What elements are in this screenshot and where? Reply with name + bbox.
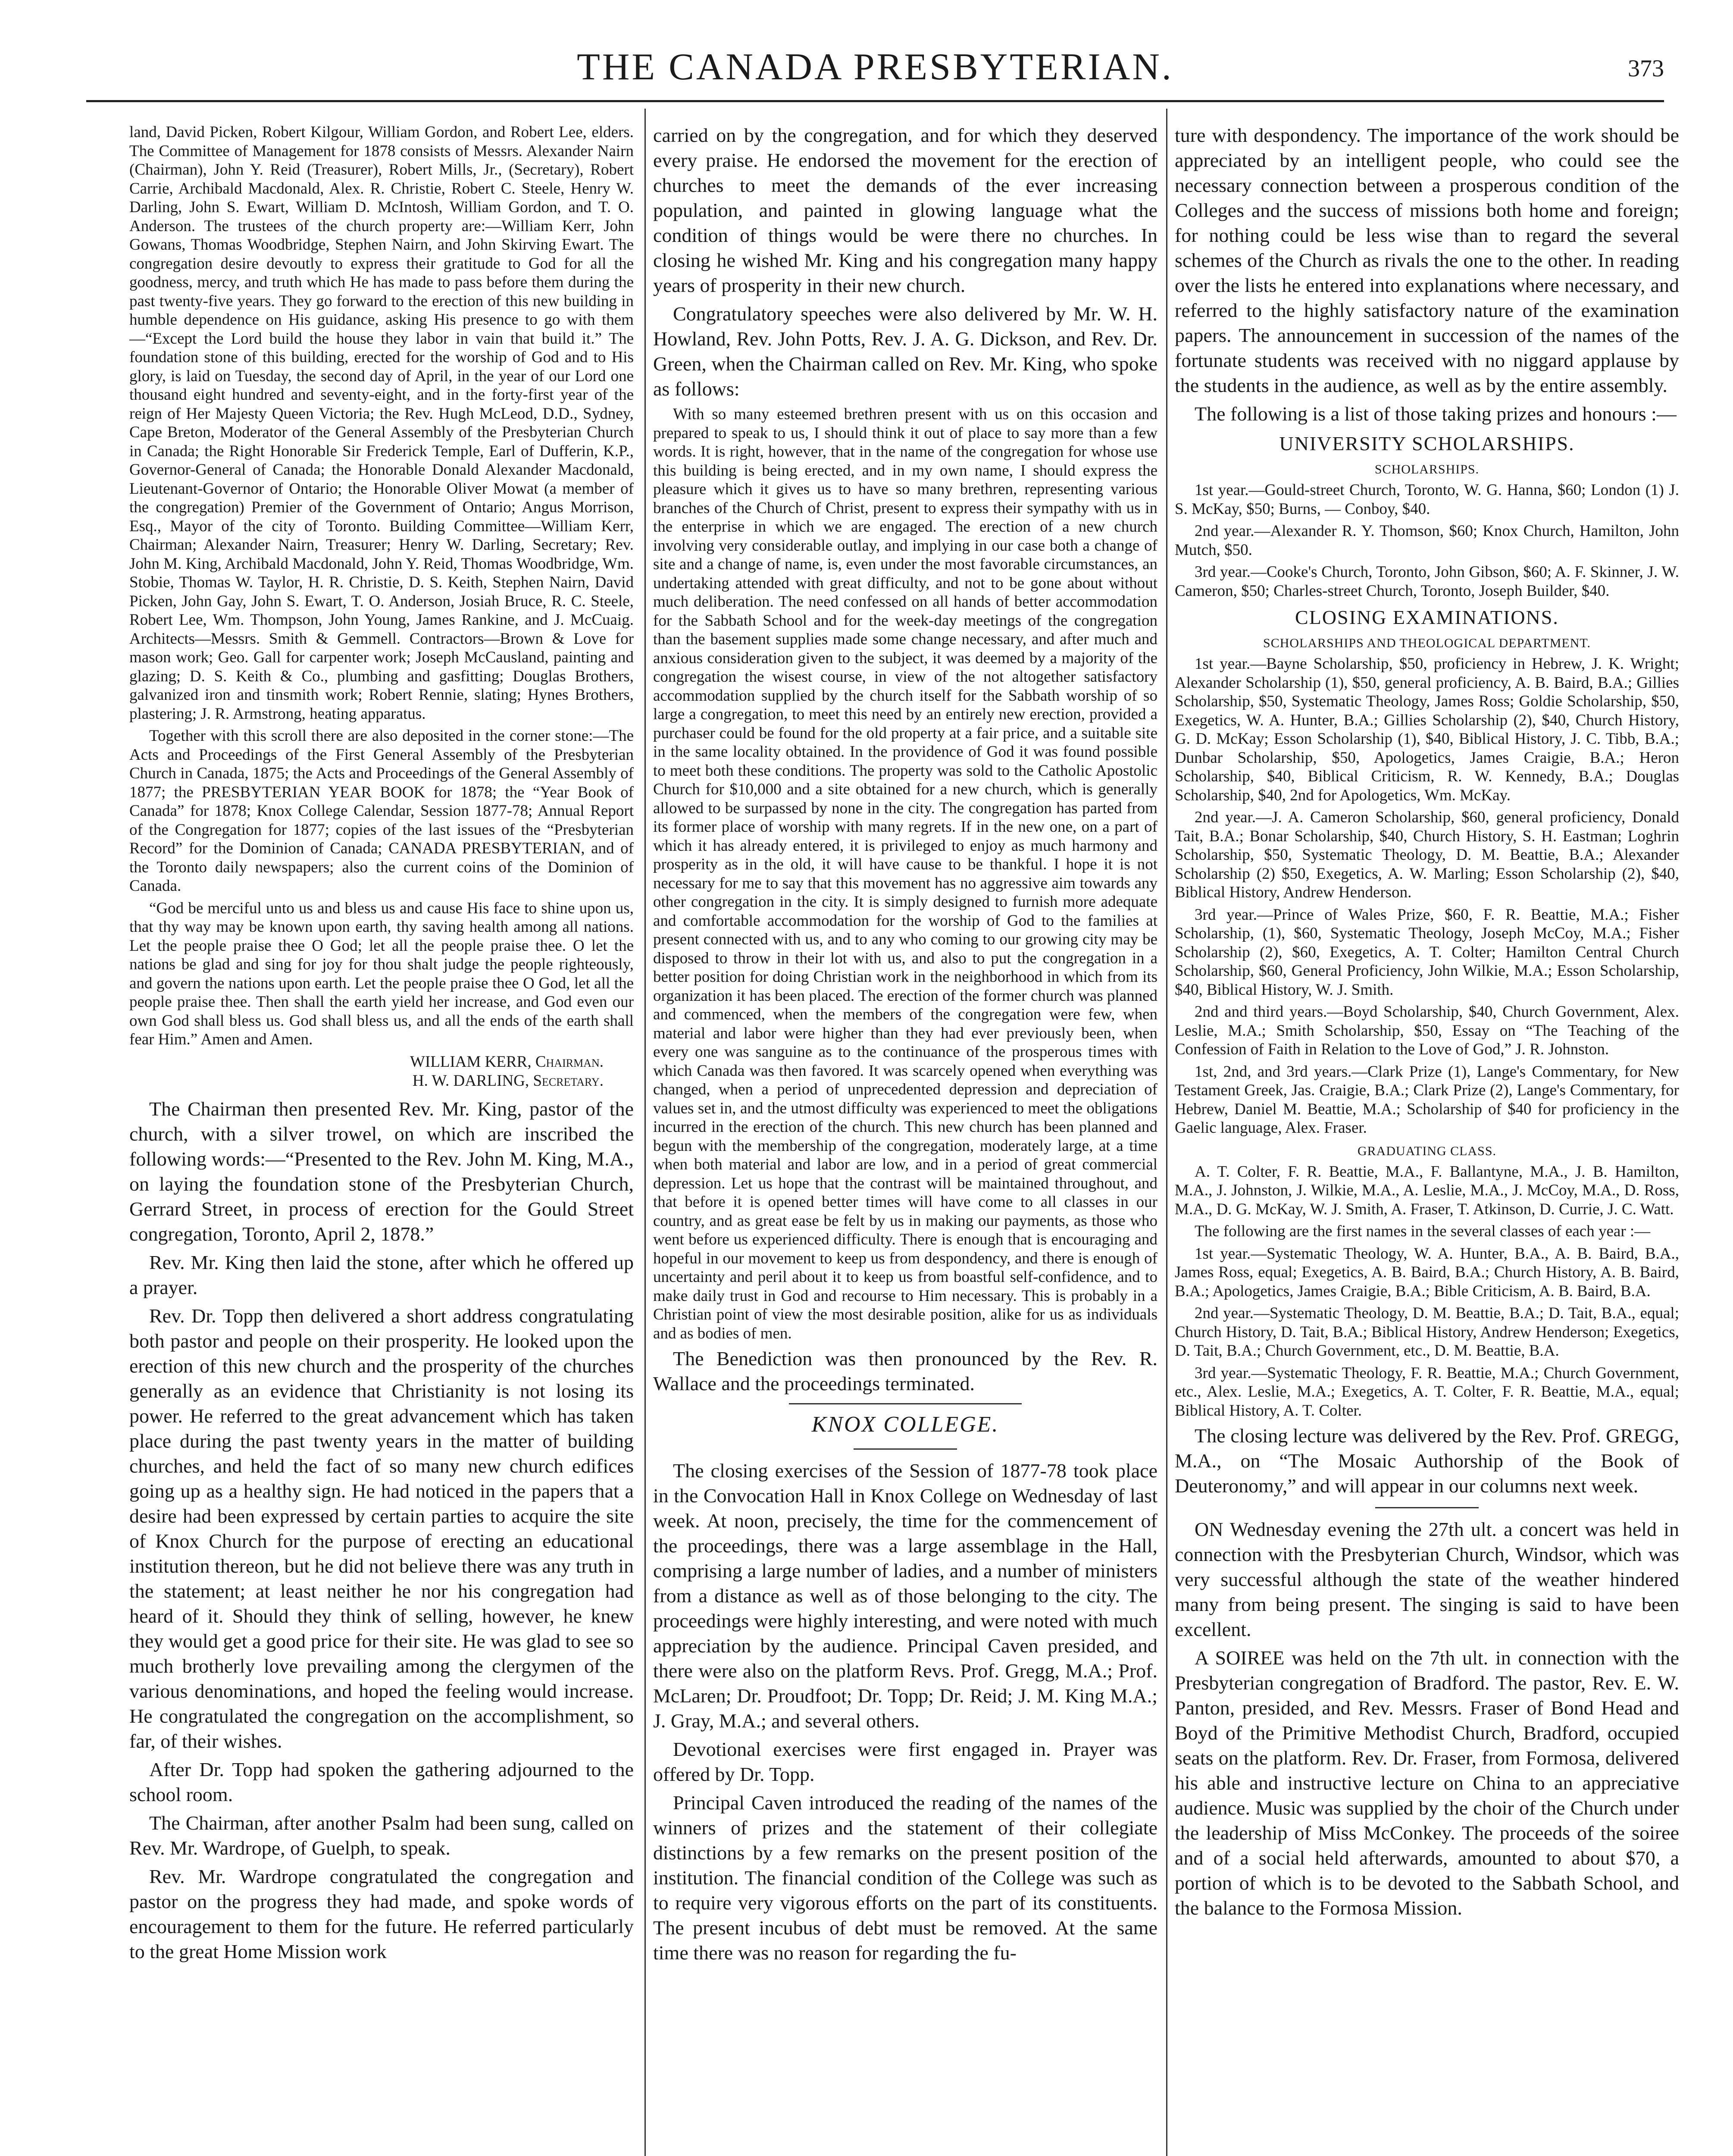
classes-second-year: 2nd year.—Systematic Theology, D. M. Beattie, B.A.; D. Tait, B.A., equal; Church History, D. Tait, B.A.; Biblical History, Andrew Henderson; Exegetics, D. Tait, B.A.; Church Government, etc., D. M. Beattie, B.A. — [1175, 1304, 1679, 1360]
scholarships-subheading: SCHOLARSHIPS. — [1374, 462, 1480, 476]
theology-second-third-years: 2nd and third years.—Boyd Scholarship, $40, Church Government, Alex. Leslie, M.A.; Smith Scholarship, $50, Essay on “The Teaching of the Confession of Faith in Relation to the Love of God,” J. R. Johnston. — [1175, 1003, 1679, 1058]
graduating-class-heading: GRADUATING CLASS. — [1357, 1144, 1497, 1158]
theology-first-year: 1st year.—Bayne Scholarship, $50, proficiency in Hebrew, J. K. Wright; Alexander Scholarship (1), $50, general proficiency, A. B. Baird, B.A.; Gillies Scholarship, $50, Systematic Theology, James Ross; Goldie Scholarship, $50, Exegetics, W. A. Hunter, B.A.; Gillies Scholarship (2), $40, Church History, G. D. McKay; Esson Scholarship (1), $40, Biblical History, J. C. Tibb, B.A.; Dunbar Scholarship, $50, Apologetics, James Craigie, B.A.; Heron Scholarship, $40, Biblical Criticism, R. W. Kennedy, B.A.; Douglas Scholarship, $40, 2nd for Apologetics, Wm. McKay. — [1175, 655, 1679, 804]
closing-lecture-paragraph: The closing lecture was delivered by the Rev. Prof. GREGG, M.A., on “The Mosaic Authorship of the Book of Deuteronomy,” and will appear in our columns next week. — [1175, 1425, 1679, 1497]
theology-all-years: 1st, 2nd, and 3rd years.—Clark Prize (1), Lange's Commentary, for New Testament Greek, Jas. Craigie, B.A.; Clark Prize (2), Lange's Commentary, for Hebrew, Daniel M. Beattie, M.A.; Scholarship of $40 for proficiency in the Gaelic language, Alex. Fraser. — [1175, 1062, 1679, 1137]
graduating-class-names: A. T. Colter, F. R. Beattie, M.A., F. Ballantyne, M.A., J. B. Hamilton, M.A., J. Johnston, J. Wilkie, M.A., A. Leslie, M.A., J. McCoy, M.A., D. Ross, M.A., D. G. McKay, W. J. Smith, A. Fraser, T. Atkinson, D. Currie, J. C. Watt. — [1175, 1163, 1679, 1218]
wardrope-speech-paragraph: Rev. Mr. Wardrope congratulated the congregation and pastor on the progress they had made, and spoke words of encouragement to them for the future. He referred particularly to the great Home Mission work — [129, 1865, 634, 1962]
psalm-quotation: “God be merciful unto us and bless us and cause His face to shine upon us, that thy way may be known upon earth, thy saving health among all nations. Let the people praise thee O God; let all the people praise thee. O let the nations be glad and sing for joy for thou shalt judge the people righteously, and govern the nations upon earth. Let the people praise thee O God, let all the people praise thee. Then shall the earth yield her increase, and God even our own God shall bless us. God shall bless us, and all the ends of the earth shall fear Him.” Amen and Amen. — [129, 899, 634, 1048]
theology-second-year: 2nd year.—J. A. Cameron Scholarship, $60, general proficiency, Donald Tait, B.A.; Bonar Scholarship, $40, Church History, S. H. Eastman; Loghrin Scholarship, $50, Systematic Theology, D. M. Beattie, B.A.; Alexander Scholarship (2) $50, Exegetics, A. W. Marling; Esson Scholarship (2), $40, Biblical History, Andrew Henderson. — [1175, 808, 1679, 901]
benediction-paragraph: The Benediction was then pronounced by the Rev. R. Wallace and the proceedings terminated. — [653, 1348, 1157, 1395]
first-names-intro: The following are the first names in the several classes of each year :— — [1195, 1222, 1651, 1240]
cornerstone-scroll-text: land, David Picken, Robert Kilgour, William Gordon, and Robert Lee, elders. The Committee of Management for 1878 consists of Messrs. Alexander Nairn (Chairman), John Y. Reid (Treasurer), Robert Mills, Jr., (Secretary), Robert Carrie, Archibald Macdonald, Alex. R. Christie, Robert C. Steele, Henry W. Darling, John S. Ewart, William D. McIntosh, William Gordon, and T. O. Anderson. The trustees of the church property are:—William Kerr, John Gowans, Thomas Woodbridge, Stephen Nairn, and John Skirving Ewart. The congregation desire devoutly to express their gratitude to God for all the goodness, mercy, and truth which He has made to pass before them during the past twenty-five years. They go forward to the erection of this new building in humble dependence on His guidance, asking His presence to go with them—“Except the Lord build the house they labor in vain that build it.” The foundation stone of this building, erected for the worship of God and to His glory, is laid on Tuesday, the second day of April, in the year of our Lord one thousand eight hundred and seventy-eight, and in the forty-first year of the reign of Her Majesty Queen Victoria; the Rev. Hugh McLeod, D.D., Sydney, Cape Breton, Moderator of the General Assembly of the Presbyterian Church in Canada; the Right Honorable Sir Frederick Temple, Earl of Dufferin, K.P., Governor-General of Canada; the Honorable Donald Alexander Macdonald, Lieutenant-Governor of Ontario; the Honorable Oliver Mowat (a member of the congregation) Premier of the Government of Ontario; Angus Morrison, Esq., Mayor of the city of Toronto. Building Committee—William Kerr, Chairman; Alexander Nairn, Treasurer; Henry W. Darling, Secretary; Rev. John M. King, Archibald Macdonald, John Y. Reid, Thomas Woodbridge, Wm. Stobie, Thomas W. Taylor, H. R. Christie, D. S. Keith, Stephen Nairn, David Picken, John Gay, John S. Ewart, T. O. Anderson, Josiah Bruce, R. C. Steele, Robert Lee, Wm. Thompson, John Young, James Rankine, and J. McCuaig. Architects—Messrs. Smith & Gemmell. Contractors—Brown & Love for mason work; Geo. Gall for carpenter work; Joseph McCausland, painting and glazing; D. S. Keith & Co., plumbing and gasfitting; Douglas Brothers, galvanized iron and tinsmith work; Robert Rennie, slating; Hynes Brothers, plastering; J. R. Armstrong, heating apparatus. — [129, 123, 634, 723]
column-1 — [129, 123, 634, 2156]
trowel-presentation-paragraph: The Chairman then presented Rev. Mr. King, pastor of the church, with a silver trowel, on which are inscribed the following words:—“Presented to the Rev. John M. King, M.A., on laying the foundation stone of the Presbyterian Church, Gerrard Street, in process of erection for the Gould Street congregation, Toronto, April 2, 1878.” — [129, 1097, 634, 1245]
column-divider-right — [1166, 109, 1167, 2156]
university-second-year: 2nd year.—Alexander R. Y. Thomson, $60; Knox Church, Hamilton, John Mutch, $50. — [1175, 522, 1679, 559]
university-first-year: 1st year.—Gould-street Church, Toronto, W. G. Hanna, $60; London (1) J. S. McKay, $50; Burns, — Conboy, $40. — [1175, 481, 1679, 518]
closing-exercises-paragraph: The closing exercises of the Session of 1877-78 took place in the Convocation Hall in Knox College on Wednesday of last week. At noon, precisely, the time for the commencement of the proceedings, there was a large assemblage in the Hall, comprising a large number of ladies, and a number of ministers from a distance as well as of those belonging to the city. The proceedings were highly interesting, and were noted with much appreciation by the audience. Principal Caven presided, and there were also on the platform Revs. Prof. Gregg, M.A.; Prof. McLaren; Dr. Proudfoot; Dr. Topp; Dr. Reid; J. M. King M.A.; J. Gray, M.A.; and several others. — [653, 1460, 1157, 1732]
congratulatory-speeches-paragraph: Congratulatory speeches were also delivered by Mr. W. H. Howland, Rev. John Potts, Rev. J. A. G. Dickson, and Rev. Dr. Green, when the Chairman called on Rev. Mr. King, who spoke as follows: — [653, 303, 1157, 400]
news-divider — [1375, 1507, 1479, 1508]
masthead-rule — [86, 100, 1664, 102]
theology-third-year: 3rd year.—Prince of Wales Prize, $60, F. R. Beattie, M.A.; Fisher Scholarship, (1), $60, Systematic Theology, Joseph McCoy, M.A.; Fisher Scholarship (2), $60, Exegetics, A. T. Colter; Hamilton Central Church Scholarship, $60, General Proficiency, John Wilkie, M.A.; Esson Scholarship, $40, Biblical History, W. J. Smith. — [1175, 906, 1679, 999]
newspaper-title: THE CANADA PRESBYTERIAN. — [577, 46, 1173, 88]
windsor-concert-paragraph: ON Wednesday evening the 27th ult. a concert was held in connection with the Presbyterian Church, Windsor, which was very successful although the state of the weather hindered many from being present. The singing is said to have been excellent. — [1175, 1518, 1679, 1640]
principal-caven-paragraph: Principal Caven introduced the reading of the names of the winners of prizes and the statement of their collegiate distinctions by a few remarks on the present position of the institution. The financial condition of the College was such as to require very vigorous efforts on the part of its constituents. The present incubus of debt must be removed. At the same time there was no reason for regarding the fu- — [653, 1792, 1157, 1964]
page-number: 373 — [1628, 55, 1664, 82]
closing-examinations-heading: CLOSING EXAMINATIONS. — [1295, 606, 1559, 628]
heading-underline — [854, 1448, 957, 1450]
university-third-year: 3rd year.—Cooke's Church, Toronto, John Gibson, $60; A. F. Skinner, J. W. Cameron, $50; Charles-street Church, Toronto, Joseph Builder, $40. — [1175, 563, 1679, 600]
theological-department-subheading: SCHOLARSHIPS AND THEOLOGICAL DEPARTMENT. — [1263, 636, 1591, 650]
deposited-items-text: Together with this scroll there are also deposited in the corner stone:—The Acts and Proceedings of the First General Assembly of the Presbyterian Church in Canada, 1875; the Acts and Proceedings of the General Assembly of 1877; the PRESBYTERIAN YEAR BOOK for 1878; the “Year Book of Canada” for 1878; Knox College Calendar, Session 1877-78; Annual Report of the Congregation for 1877; copies of the last issues of the “Presbyterian Record” for the Dominion of Canada; CANADA PRESBYTERIAN, and of the Toronto daily newspapers; also the current coins of the Dominion of Canada. — [129, 727, 634, 895]
column-2 — [653, 123, 1157, 2156]
prizes-intro: The following is a list of those taking prizes and honours :— — [1195, 403, 1677, 425]
bradford-soiree-paragraph: A SOIREE was held on the 7th ult. in connection with the Presbyterian congregation of Bradford. The pastor, Rev. E. W. Panton, presided, and Rev. Messrs. Fraser of Bond Head and Boyd of the Primitive Methodist Church, Bradford, occupied seats on the platform. Rev. Dr. Fraser, from Formosa, delivered his able and instructive lecture on China to an appreciative audience. Music was supplied by the choir of the Church under the leadership of Miss McConkey. The proceeds of the soiree and of a social held afterwards, amounted to about $70, a portion of which is to be devoted to the Sabbath School, and the balance to the Formosa Mission. — [1175, 1647, 1679, 1919]
home-mission-continuation: carried on by the congregation, and for which they deserved every praise. He endorsed the movement for the erection of churches to meet the demands of the ever increasing population, and painted in glowing language what the condition of things would be were there no churches. In closing he wished Mr. King and his congregation many happy years of prosperity in their new church. — [653, 124, 1157, 296]
wardrope-called-paragraph: The Chairman, after another Psalm had been sung, called on Rev. Mr. Wardrope, of Guelph, to speak. — [129, 1811, 634, 1859]
devotional-exercises-paragraph: Devotional exercises were first engaged in. Prayer was offered by Dr. Topp. — [653, 1738, 1157, 1785]
stone-laid-paragraph: Rev. Mr. King then laid the stone, after which he offered up a prayer. — [129, 1251, 634, 1298]
signature-secretary: H. W. DARLING, Secretary. — [412, 1072, 604, 1090]
signatures — [129, 1053, 634, 1091]
column-3 — [1175, 123, 1679, 2156]
adjourned-paragraph: After Dr. Topp had spoken the gathering adjourned to the school room. — [129, 1758, 634, 1805]
masthead — [86, 41, 1664, 93]
knox-college-heading: KNOX COLLEGE. — [811, 1412, 999, 1437]
column-divider-left — [644, 109, 646, 2156]
university-scholarships-heading: UNIVERSITY SCHOLARSHIPS. — [1279, 432, 1575, 454]
king-speech-text: With so many esteemed brethren present with us on this occasion and prepared to speak to us, I should think it out of place to say more than a few words. It is right, however, that in the name of the congregation for whose use this building is being erected, and in my own name, I should express the pleasure which it gives us to have so many brethren, representing various branches of the Church of Christ, present to express their sympathy with us in the enterprise in which we are engaged. The erection of a new church involving very considerable outlay, and implying in our case both a change of site and a change of name, is, even under the most favorable circumstances, an undertaking attended with great difficulty, and not to be gone about without much deliberation. The need confessed on all hands of better accommodation for the Sabbath School and for the week-day meetings of the congregation than the basement supplies made some change necessary, and after much and anxious consideration given to the subject, it was deemed by a majority of the congregation the wisest course, in view of the not altogether satisfactory accommodation supplied by the church itself for the Sabbath worship of so large a congregation, to meet this need by an entirely new erection, provided a purchaser could be found for the old property at a fair price, and a suitable site in the same locality obtained. In the providence of God it was found possible to meet both these conditions. The property was sold to the Catholic Apostolic Church for $10,000 and a site obtained for a new church, which is generally allowed to be surpassed by none in the city. The congregation has parted from its former place of worship with many regrets. If in the new one, on a part of which it has already entered, it is privileged to enjoy as much harmony and prosperity as in the old, it will have cause to be thankful. I hope it is not necessary for me to say that this movement has no aggressive aim towards any other congregation in the city. It is simply designed to furnish more adequate and comfortable accommodation for the worship of God to the families at present connected with us, and to any who coming to our growing city may be disposed to throw in their lot with us, and also to put the congregation in a better position for doing Christian work in the neighborhood in which from its organization it has been placed. The erection of the former church was planned and commenced, when the members of the congregation were few, when material and labor were higher than they had ever previously been, when every one was sanguine as to the continuance of the prosperous times with which Canada was then favored. It was scarcely opened when everything was changed, when a period of unprecedented depression and depreciation of values set in, and the utmost difficulty was experienced to meet the obligations incurred in the erection of the church. This new church has been planned and begun with the membership of the congregation, moderately large, at a time when both material and labor are low, and in a period of great commercial depression. Let us hope that the contrast will be maintained throughout, and that before it is opened better times will have come to all classes in our country, and as great ease be felt by us in making our payments, as those who went before us experienced difficulty. There is enough that is encouraging and hopeful in our movement to keep us from despondency, and there is enough of uncertainty and peril about it to keep us from boastful self-confidence, and to make daily trust in God and recourse to Him necessary. This is probably in a Christian point of view the most desirable position, alike for us as individuals and as bodies of men. — [653, 405, 1157, 1342]
classes-third-year: 3rd year.—Systematic Theology, F. R. Beattie, M.A.; Church Government, etc., Alex. Leslie, M.A.; Exegetics, A. T. Colter, F. R. Beattie, M.A., equal; Biblical History, A. T. Colter. — [1175, 1364, 1679, 1420]
dr-topp-address-paragraph: Rev. Dr. Topp then delivered a short address congratulating both pastor and people on their prosperity. He looked upon the erection of this new church and the prosperity of the churches generally as an evidence that Christianity is not losing its power. He referred to the great advancement which has taken place during the past twenty years in the matter of building churches, and held the fact of so many new church edifices going up as a healthy sign. He had noticed in the papers that a desire had been expressed by certain parties to acquire the site of Knox Church for the purpose of erecting an educational institution thereon, but he did not believe there was any truth in the statement; at least neither he nor his congregation had heard of it. Should they think of selling, however, he knew they would get a good price for their site. He was glad to see so much brotherly love prevailing among the clergymen of the various denominations, and hoped the feeling would increase. He congratulated the congregation on the accomplishment, so far, of their wishes. — [129, 1304, 634, 1752]
section-divider — [789, 1403, 1022, 1404]
future-despondency-paragraph: ture with despondency. The importance of the work should be appreciated by an intelligent people, who could see the necessary connection between a prosperous condition of the Colleges and the success of missions both home and foreign; for nothing could be less wise than to regard the several schemes of the Church as rivals the one to the other. In reading over the lists he entered into explanations where necessary, and referred to the highly satisfactory nature of the examination papers. The announcement in succession of the names of the fortunate students was received with no niggard applause by the students in the audience, as well as by the entire assembly. — [1175, 124, 1679, 396]
signature-chairman: WILLIAM KERR, Chairman. — [410, 1053, 604, 1071]
classes-first-year: 1st year.—Systematic Theology, W. A. Hunter, B.A., A. B. Baird, B.A., James Ross, equal; Exegetics, A. B. Baird, B.A.; Church History, A. B. Baird, B.A.; Apologetics, James Craigie, B.A.; Bible Criticism, A. B. Baird, B.A. — [1175, 1244, 1679, 1300]
